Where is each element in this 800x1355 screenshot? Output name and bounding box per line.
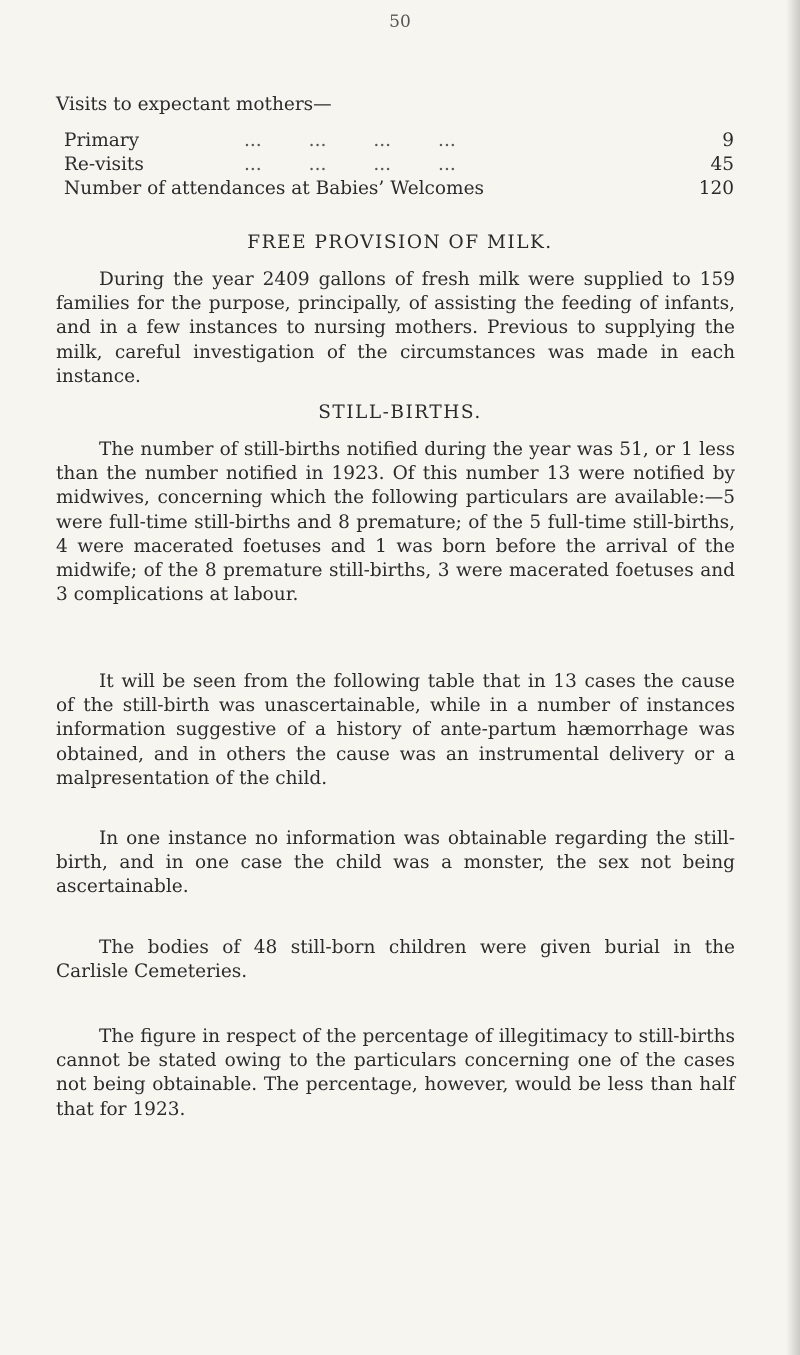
still-births-heading: STILL-BIRTHS. bbox=[318, 402, 482, 423]
row-leader-dots: ... ... ... ... bbox=[244, 154, 456, 175]
milk-heading: FREE PROVISION OF MILK. bbox=[247, 232, 553, 253]
visits-row-primary bbox=[64, 130, 734, 154]
page-number: 50 bbox=[389, 12, 411, 32]
visits-heading: Visits to expectant mothers— bbox=[56, 94, 332, 115]
row-value: 45 bbox=[710, 154, 734, 175]
row-label: Primary bbox=[64, 130, 140, 151]
row-label: Number of attendances at Babies’ Welcomes bbox=[64, 178, 485, 199]
milk-paragraph: During the year 2409 gallons of fresh milk were supplied to 159 families for the purpose, principally, of assisting the feeding of infants, and in a few instances to nursing mothers. Previous to supplying the milk, careful investigation of the circumstances was made in each instance. bbox=[56, 269, 735, 387]
page-edge-shadow bbox=[786, 0, 800, 1355]
visits-row-revisits bbox=[64, 154, 734, 178]
row-label: Re-visits bbox=[64, 154, 144, 175]
still-births-paragraph-5: The figure in respect of the percentage of illegitimacy to still-births cannot be stated owing to the particulars concerning one of the cases not being obtainable. The percentage, however, would be less than half that for 1923. bbox=[56, 1026, 735, 1120]
still-births-paragraph-2: It will be seen from the following table that in 13 cases the cause of the still-birth was unascertainable, while in a number of instances information suggestive of a history of ante-partum hæmorrhage was obtained, and in others the cause was an instrumental delivery or a malpresentation of the child. bbox=[56, 671, 735, 789]
visits-row-attendances bbox=[64, 178, 734, 202]
still-births-paragraph-4: The bodies of 48 still-born children were given burial in the Carlisle Cemeteries. bbox=[56, 937, 735, 983]
still-births-paragraph-3: In one instance no information was obtainable regarding the still-birth, and in one case the child was a monster, the sex not being ascertainable. bbox=[56, 828, 735, 898]
still-births-paragraph-1: The number of still-births notified during the year was 51, or 1 less than the number notified in 1923. Of this number 13 were notified by midwives, concerning which the following particulars are available:—5 were full-time still-births and 8 premature; of the 5 full-time still-births, 4 were macerated foetuses and 1 was born before the arrival of the midwife; of the 8 premature still-births, 3 were macerated foetuses and 3 complications at labour. bbox=[56, 439, 735, 606]
row-value: 9 bbox=[722, 130, 734, 151]
row-leader-dots: ... ... ... ... bbox=[244, 130, 456, 151]
row-value: 120 bbox=[698, 178, 734, 199]
